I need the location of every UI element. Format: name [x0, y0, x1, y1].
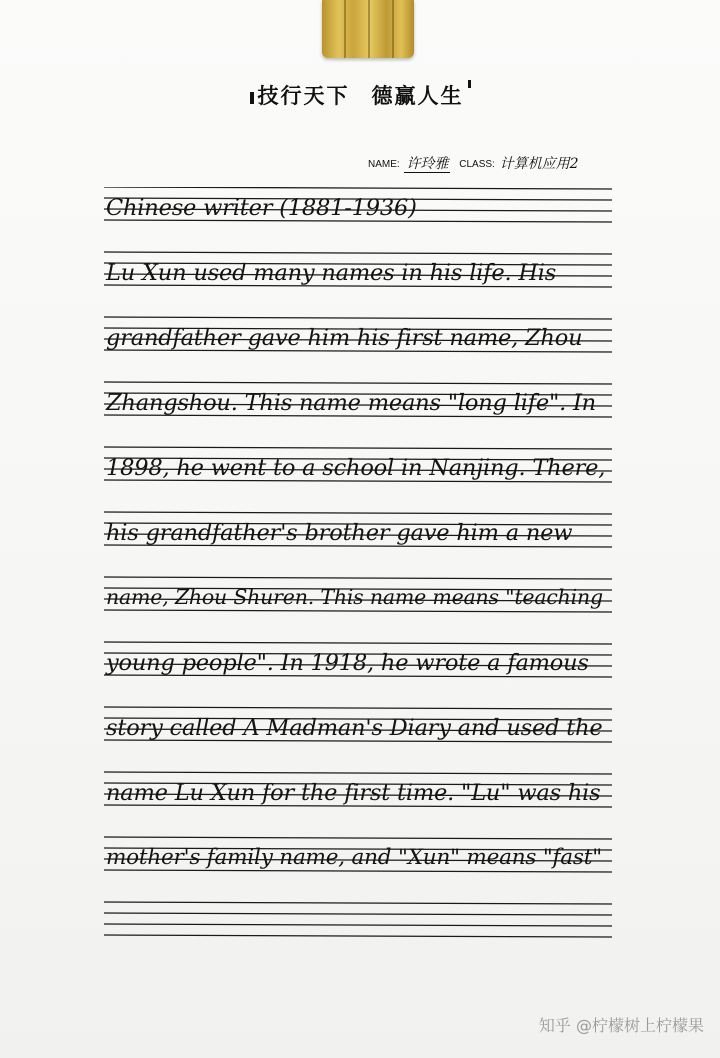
text-line: his grandfather's brother gave him a new: [106, 520, 573, 546]
text-line: mother's family name, and "Xun" means "fast": [106, 845, 602, 870]
text-line: name, Zhou Shuren. This name means "teaching: [106, 585, 603, 609]
motto-right: 德赢人生: [371, 83, 464, 108]
ruled-lines: [104, 187, 612, 947]
text-line: Zhangshou. This name means "long life". In: [106, 390, 596, 416]
text-line: story called A Madman's Diary and used the: [106, 715, 603, 741]
motto-left: 技行天下: [257, 83, 350, 108]
text-line: name Lu Xun for the first time. "Lu" was his: [106, 780, 601, 806]
class-value: 计算机应用2: [499, 156, 579, 172]
text-line: grandfather gave him his first name, Zhou: [106, 325, 583, 351]
binder-clip: [322, 0, 414, 58]
ruled-writing-area: [104, 187, 612, 947]
class-label: CLASS:: [459, 159, 495, 170]
text-line: Chinese writer (1881-1936): [106, 195, 417, 221]
name-value: 许玲雅: [406, 156, 449, 172]
name-class-row: [368, 152, 585, 172]
motto-mark-right: [468, 80, 471, 88]
text-line: young people". In 1918, he wrote a famous: [106, 650, 589, 676]
text-line: Lu Xun used many names in his life. His: [106, 260, 557, 286]
watermark: 知乎 @柠檬树上柠檬果: [538, 1016, 704, 1035]
name-label: NAME:: [368, 159, 400, 170]
motto-mark-left: [250, 92, 254, 104]
text-line: 1898, he went to a school in Nanjing. There,: [106, 455, 606, 481]
motto-header: [0, 80, 720, 110]
